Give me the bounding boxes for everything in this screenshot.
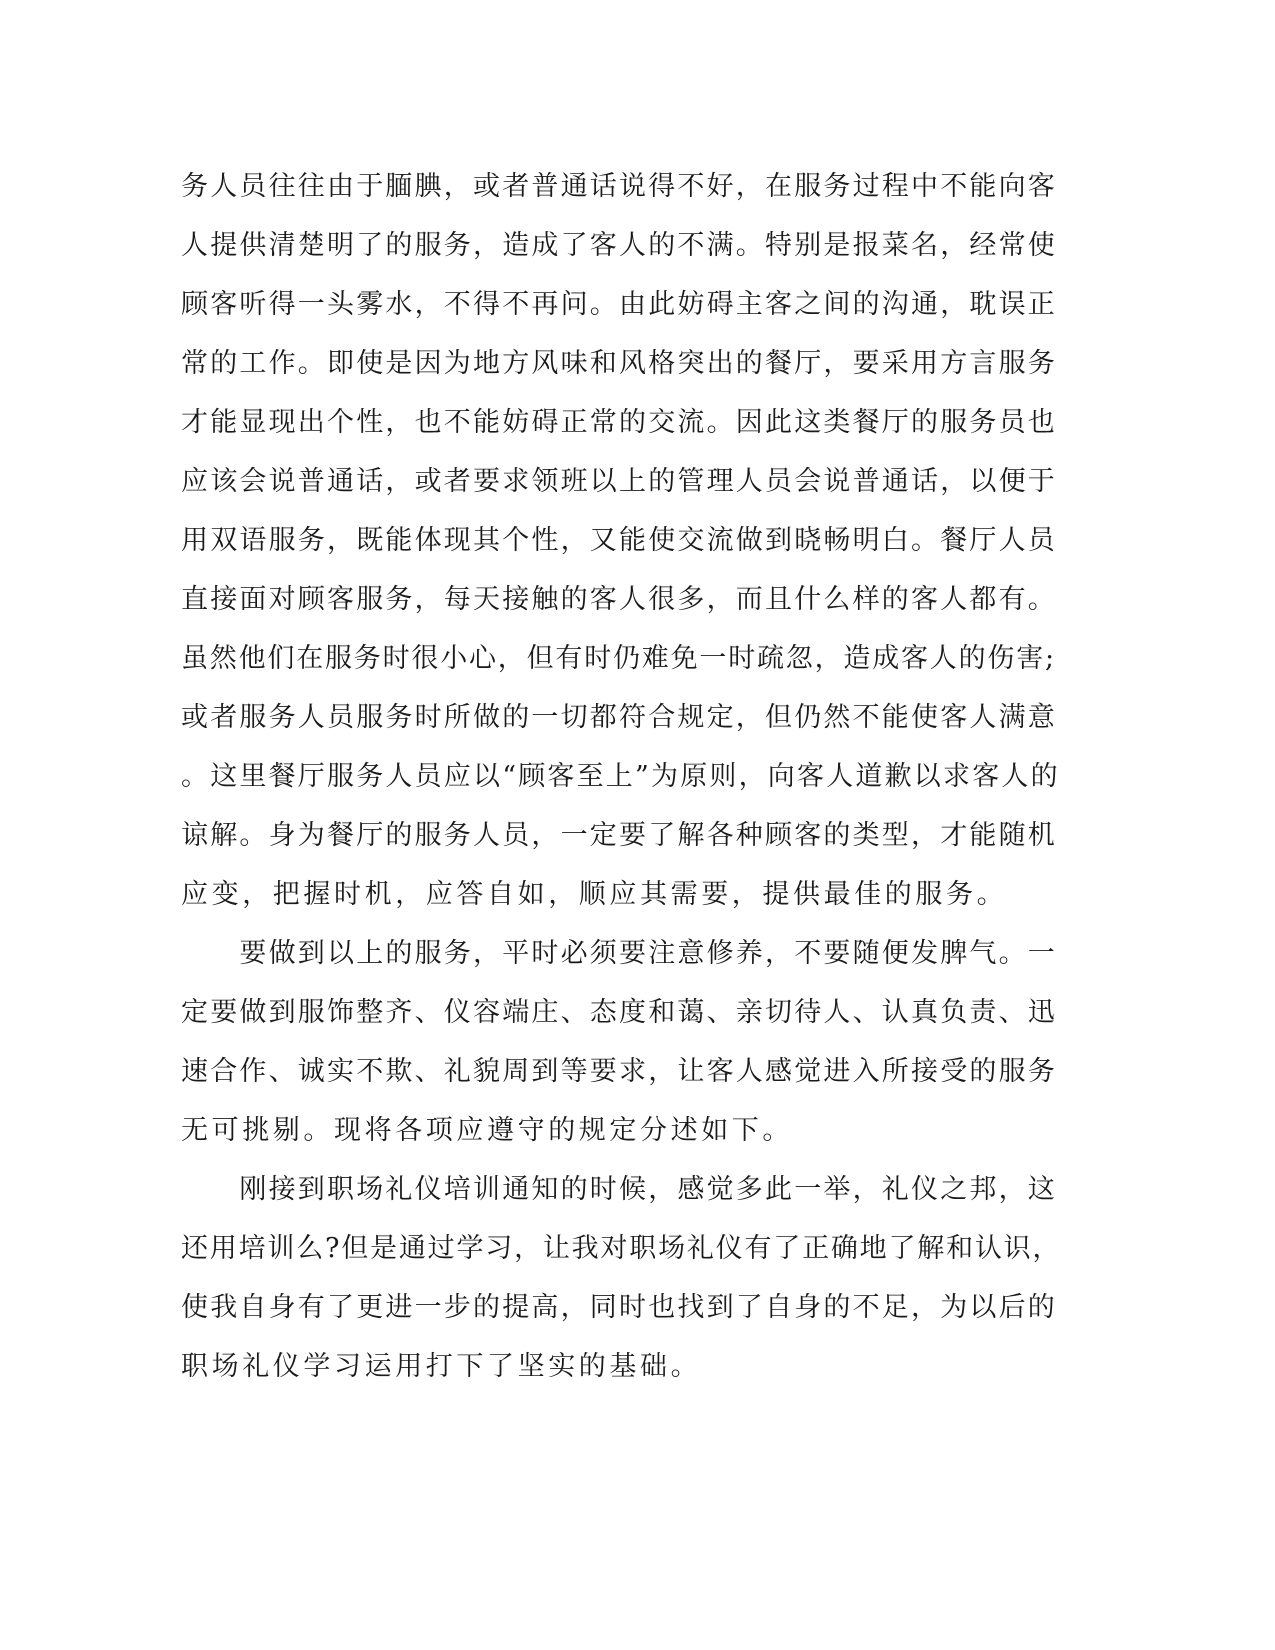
text-line: 应变，把握时机，应答自如，顺应其需要，提供最佳的服务。 xyxy=(181,879,1008,910)
text-line: 无可挑剔。现将各项应遵守的规定分述如下。 xyxy=(181,1115,793,1146)
text-line: 常的工作。即使是因为地方风味和风格突出的餐厅，要采用方言服务 xyxy=(181,348,1057,379)
text-line: 职场礼仪学习运用打下了坚实的基础。 xyxy=(181,1351,702,1382)
text-line: 用双语服务，既能体现其个性，又能使交流做到晓畅明白。餐厅人员 xyxy=(181,525,1057,556)
text-line: 使我自身有了更进一步的提高，同时也找到了自身的不足，为以后的 xyxy=(181,1292,1057,1323)
text-line: 。这里餐厅服务人员应以“顾客至上”为原则，向客人道歉以求客人的 xyxy=(181,761,1060,792)
text-line: 直接面对顾客服务，每天接触的客人很多，而且什么样的客人都有。 xyxy=(181,584,1057,615)
text-line: 务人员往往由于腼腆，或者普通话说得不好，在服务过程中不能向客 xyxy=(181,171,1057,202)
text-line: 速合作、诚实不欺、礼貌周到等要求，让客人感觉进入所接受的服务 xyxy=(181,1056,1057,1087)
text-line: 谅解。身为餐厅的服务人员，一定要了解各种顾客的类型，才能随机 xyxy=(181,820,1057,851)
text-line: 虽然他们在服务时很小心，但有时仍难免一时疏忽，造成客人的伤害; xyxy=(181,643,1056,674)
text-line: 或者服务人员服务时所做的一切都符合规定，但仍然不能使客人满意 xyxy=(181,702,1057,733)
text-line: 才能显现出个性，也不能妨碍正常的交流。因此这类餐厅的服务员也 xyxy=(181,407,1057,438)
text-line: 定要做到服饰整齐、仪容端庄、态度和蔼、亲切待人、认真负责、迅 xyxy=(181,997,1057,1028)
paragraph-start-line: 刚接到职场礼仪培训通知的时候，感觉多此一举，礼仪之邦，这 xyxy=(181,1174,1057,1205)
body-text xyxy=(181,157,1061,1396)
text-line: 应该会说普通话，或者要求领班以上的管理人员会说普通话，以便于 xyxy=(181,466,1057,497)
text-line: 人提供清楚明了的服务，造成了客人的不满。特别是报菜名，经常使 xyxy=(181,230,1057,261)
text-line: 顾客听得一头雾水，不得不再问。由此妨碍主客之间的沟通，耽误正 xyxy=(181,289,1057,320)
paragraph-start-line: 要做到以上的服务，平时必须要注意修养，不要随便发脾气。一 xyxy=(181,938,1057,969)
text-line: 还用培训么?但是通过学习，让我对职场礼仪有了正确地了解和认识， xyxy=(181,1233,1062,1264)
